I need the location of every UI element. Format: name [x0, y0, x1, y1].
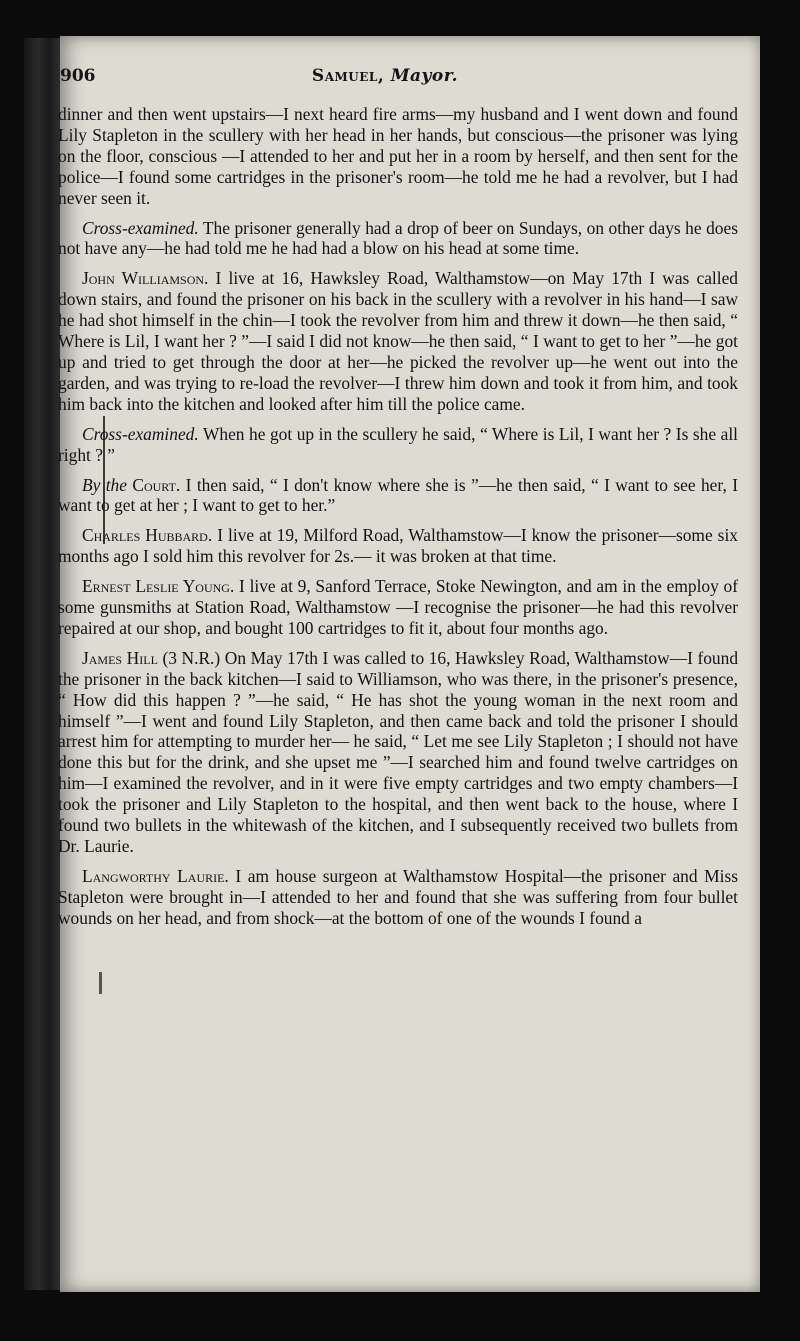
- paragraph-text: On May 17th I was called to 16, Hawksley Road, Walthamstow—I found the prisoner in the back kitchen—I said to Williamson, who was there, in the prisoner's presence, “ How did this happen ? ”—he said, “ He has shot the young woman in the next room and himself ”—I went and found Lily Stapleton, and then came back and told the prisoner I should arrest him for attempting to murder her— he said, “ Let me see Lily Stapleton ; I should not have done this but for the drink, and she upset me ”—I searched him and found twelve cartridges on him—I examined the revolver, and in it were five empty cartridges and two empty chambers—I took the prisoner and Lily Stapleton to the hospital, and then went back to the house, where I found two bullets in the whitewash of the kitchen, and I subsequently received two bullets from Dr. Laurie.: [58, 647, 739, 856]
- speaker-label: Cross-examined.: [82, 217, 199, 238]
- paragraph-john-williamson: [58, 268, 738, 414]
- witness-name: James Hill: [82, 647, 158, 668]
- paragraph-text: I live at 9, Sanford Terrace, Stoke Newington, and am in the employ of some gunsmiths at Station Road, Walthamstow —I recognise the prisoner—he had this revolver repaired at our shop, and bought 100 cartridges to fit it, about four months ago.: [58, 576, 739, 638]
- paragraph-text: I then said, “ I don't know where she is ”—he then said, “ I want to see her, I want to get at her ; I want to get to her.”: [58, 474, 738, 516]
- paragraph-cross-examined-2: [58, 424, 738, 466]
- paragraph-text: The prisoner generally had a drop of beer on Sundays, on other days he does not have any—he had told me he had had a blow on his head at some time.: [58, 217, 738, 259]
- running-head-name: Samuel,: [311, 66, 385, 86]
- paragraph-by-the-court: [58, 475, 738, 517]
- paragraph-charles-hubbard: [58, 525, 738, 567]
- speaker-label-court: Court.: [126, 474, 181, 495]
- speaker-label: Cross-examined.: [82, 423, 199, 444]
- margin-tick-mark: [99, 972, 102, 994]
- paragraph-james-hill: [58, 648, 738, 857]
- paragraph-cross-examined-1: [58, 218, 738, 260]
- page-body: [58, 104, 738, 938]
- running-head: [60, 66, 710, 86]
- paragraph-text: I live at 19, Milford Road, Walthamstow—I know the prisoner—some six months ago I sold him this revolver for 2s.— it was broken at that time.: [58, 525, 738, 567]
- paragraph-langworthy-laurie: [58, 866, 738, 929]
- paragraph-ernest-leslie-young: [58, 576, 738, 639]
- witness-name: Langworthy Laurie.: [82, 865, 229, 886]
- page-number: 906: [60, 66, 96, 86]
- page-header: [60, 64, 710, 94]
- running-head-role: Mayor.: [390, 66, 459, 86]
- speaker-label-italic: By the: [82, 474, 127, 495]
- witness-name: John Williamson.: [82, 268, 209, 289]
- paragraph-text: I am house surgeon at Walthamstow Hospital—the prisoner and Miss Stapleton were brought in—I attended to her and found that she was suffering from four bullet wounds on her head, and from shock—at the bottom of one of the wounds I found a: [58, 865, 738, 928]
- paragraph-text: dinner and then went upstairs—I next heard fire arms—my husband and I went down and found Lily Stapleton in the scullery with her head in her hands, but conscious—the prisoner was lying on the floor, conscious —I attended to her and put her in a room by herself, and then sent for the police—I found some cartridges in the prisoner's room—he told me he had a revolver, but I had never seen it.: [58, 104, 738, 208]
- paragraph-text: I live at 16, Hawksley Road, Walthamstow—on May 17th I was called down stairs, and found the prisoner on his back in the scullery with a revolver in his hand—I saw he had shot himself in the chin—I took the revolver from him and threw it down—he then said, “ Where is Lil, I want her ? ”—I said I did not know—he then said, “ I want to get to her ”—he got up and tried to get through the door at her—he picked the revolver up—he went out into the garden, and was trying to re-load the revolver—I threw him down and took it from him, and took him back into the kitchen and looked after him till the police came.: [58, 268, 738, 414]
- witness-name: Ernest Leslie Young.: [82, 576, 235, 597]
- paragraph-text: When he got up in the scullery he said, “ Where is Lil, I want her ? Is she all right ? ”: [58, 423, 738, 465]
- witness-name: Charles Hubbard.: [82, 525, 213, 546]
- paragraph-continuation: [58, 104, 738, 209]
- witness-tag: (3 N.R.): [157, 647, 221, 668]
